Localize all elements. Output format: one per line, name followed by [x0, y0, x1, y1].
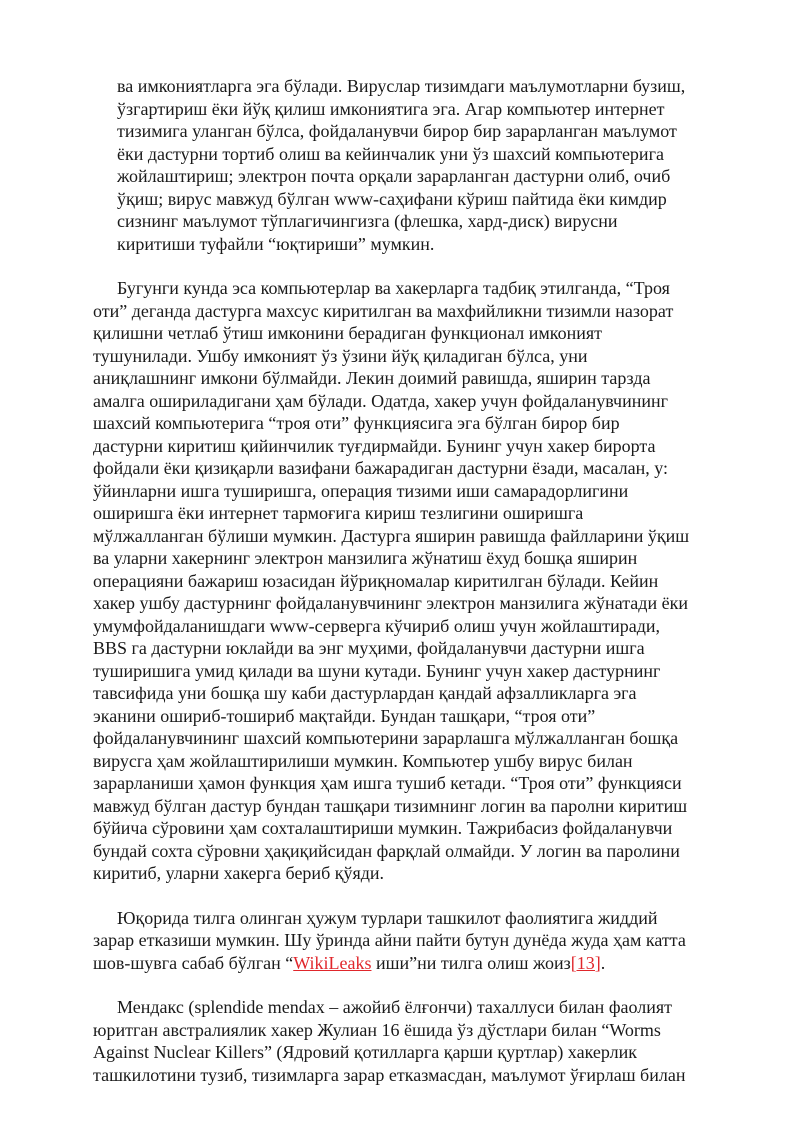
paragraph-line: зарар етказиши мумкин. Шу ўринда айни пайти бутун дунёда жуда ҳам катта	[93, 930, 686, 950]
paragraph-line: тушунилади. Ушбу имконият ўз ўзини йўқ қиладиган бўлса, уни	[93, 345, 588, 366]
paragraph-4	[93, 996, 747, 1086]
paragraph-line-with-link	[93, 952, 747, 975]
paragraph-line: Бугунги кунда эса компьютерлар ва хакерларга тадбиқ этилганда, “Троя	[117, 278, 670, 298]
paragraph-line: ва уларни хакернинг электрон манзилига жўнатиш ёхуд бошқа яширин	[93, 548, 638, 568]
paragraph-line: фойдаланувчининг шахсий компьютерини зарарлашга мўлжалланган бошқа	[93, 728, 679, 748]
paragraph-line: киритиши туфайли “юқтириши” мумкин.	[117, 233, 435, 254]
paragraph-line: BBS га дастурни юклайди ва энг муҳими, фойдаланувчи дастурни ишга	[93, 638, 645, 658]
paragraph-line: мўлжалланган бўлиши мумкин. Дастурга яширин равишда файлларини ўқиш	[93, 525, 690, 546]
paragraph-line: Мендакс (splendide mendax – ажойиб ёлғончи) тахаллуси билан фаолият	[117, 997, 672, 1017]
paragraph-2	[93, 277, 747, 885]
text-fragment: .	[600, 952, 606, 973]
text-fragment: иши”ни тилга олиш жоиз	[371, 952, 571, 973]
paragraph-3	[93, 907, 747, 975]
paragraph-line: Юқорида тилга олинган ҳужум турлари ташкилот фаолиятига жиддий	[117, 907, 658, 928]
paragraph-line: юритган австралиялик хакер Жулиан 16 ёшида ўз дўстлари билан “Worms	[93, 1019, 661, 1040]
paragraph-line: шахсий компьютерига “троя оти” функциясига эга бўлган бирор бир	[93, 413, 620, 433]
paragraph-line: сизнинг маълумот тўплагичингизга (флешка, хард-диск) вирусни	[117, 211, 618, 231]
paragraph-line: бўйича сўровини ҳам сохталаштириши мумкин. Тажрибасиз фойдаланувчи	[93, 818, 673, 838]
paragraph-line: тизимига уланган бўлса, фойдаланувчи бирор бир зарарланган маълумот	[117, 121, 677, 141]
paragraph-line: жойлаштириш; электрон почта орқали зарарланган дастурни олиб, очиб	[117, 166, 671, 186]
document-body	[93, 75, 747, 1108]
text-fragment: шов-шувга сабаб бўлган “	[93, 952, 294, 973]
paragraph-line: Against Nuclear Killers” (Ядровий қотилларга қарши қуртлар) хакерлик	[93, 1042, 637, 1062]
paragraph-line: хакер ушбу дастурнинг фойдаланувчининг электрон манзилига жўнатади ёки	[93, 593, 688, 613]
paragraph-line: туширишига умид қилади ва шуни кутади. Бунинг учун хакер дастурнинг	[93, 660, 661, 681]
paragraph-line: операцияни бажариш юзасидан йўриқномалар киритилган бўлади. Кейин	[93, 570, 659, 591]
paragraph-line: оширишга ёки интернет тармоғига кириш тезлигини оширишга	[93, 503, 584, 523]
paragraph-line: ўйинларни ишга туширишга, операция тизими иши самарадорлигини	[93, 480, 629, 501]
paragraph-line: эканини ошириб-тошириб мақтайди. Бундан ташқари, “троя оти”	[93, 705, 596, 726]
paragraph-line: фойдали ёки қизиқарли вазифани бажарадиган дастурни ёзади, масалан, у:	[93, 458, 668, 478]
paragraph-line: ўқиш; вирус мавжуд бўлган www-саҳифани кўриш пайтида ёки кимдир	[117, 188, 667, 209]
paragraph-line: дастурни киритиш қийинчилик туғдирмайди. Бунинг учун хакер бирорта	[93, 435, 656, 456]
paragraph-1	[117, 75, 747, 255]
paragraph-line: ўзгартириш ёки йўқ қилиш имкониятига эга. Агар компьютер интернет	[117, 98, 665, 119]
paragraph-line: амалга ошириладигани ҳам бўлади. Одатда, хакер учун фойдаланувчининг	[93, 390, 669, 411]
wikileaks-link[interactable]: WikiLeaks	[293, 952, 372, 973]
reference-link[interactable]: [13]	[570, 952, 601, 973]
paragraph-line: киритиб, уларни хакерга бериб қўяди.	[93, 863, 385, 883]
paragraph-line: аниқлашнинг имкони бўлмайди. Лекин доимий равишда, яширин тарзда	[93, 368, 651, 388]
paragraph-line: тавсифида уни бошқа шу каби дастурлардан қандай афзалликларга эга	[93, 683, 637, 703]
paragraph-line: оти” деганда дастурга махсус киритилган ва махфийликни тизимли назорат	[93, 300, 674, 321]
paragraph-line: ёки дастурни тортиб олиш ва кейинчалик уни ўз шахсий компьютерига	[117, 143, 664, 164]
paragraph-line: ва имкониятларга эга бўлади. Вируслар тизимдаги маълумотларни бузиш,	[117, 76, 686, 96]
paragraph-line: қилишни четлаб ўтиш имконини берадиган функционал имконият	[93, 323, 603, 343]
paragraph-line: зарарланиши ҳамон функция ҳам ишга тушиб кетади. “Троя оти” функцияси	[93, 773, 682, 793]
paragraph-line: мавжуд бўлган дастур бундан ташқари тизимнинг логин ва паролни киритиш	[93, 795, 688, 816]
paragraph-line: умумфойдаланишдаги www-серверга кўчириб олиш учун жойлаштиради,	[93, 615, 660, 636]
paragraph-line: вирусга ҳам жойлаштирилиши мумкин. Компьютер ушбу вирус билан	[93, 750, 633, 771]
paragraph-line: ташкилотини тузиб, тизимларга зарар етказмасдан, маълумот ўғирлаш билан	[93, 1064, 686, 1085]
paragraph-line: бундай сохта сўровни ҳақиқийсидан фарқлай олмайди. У логин ва паролини	[93, 840, 680, 861]
